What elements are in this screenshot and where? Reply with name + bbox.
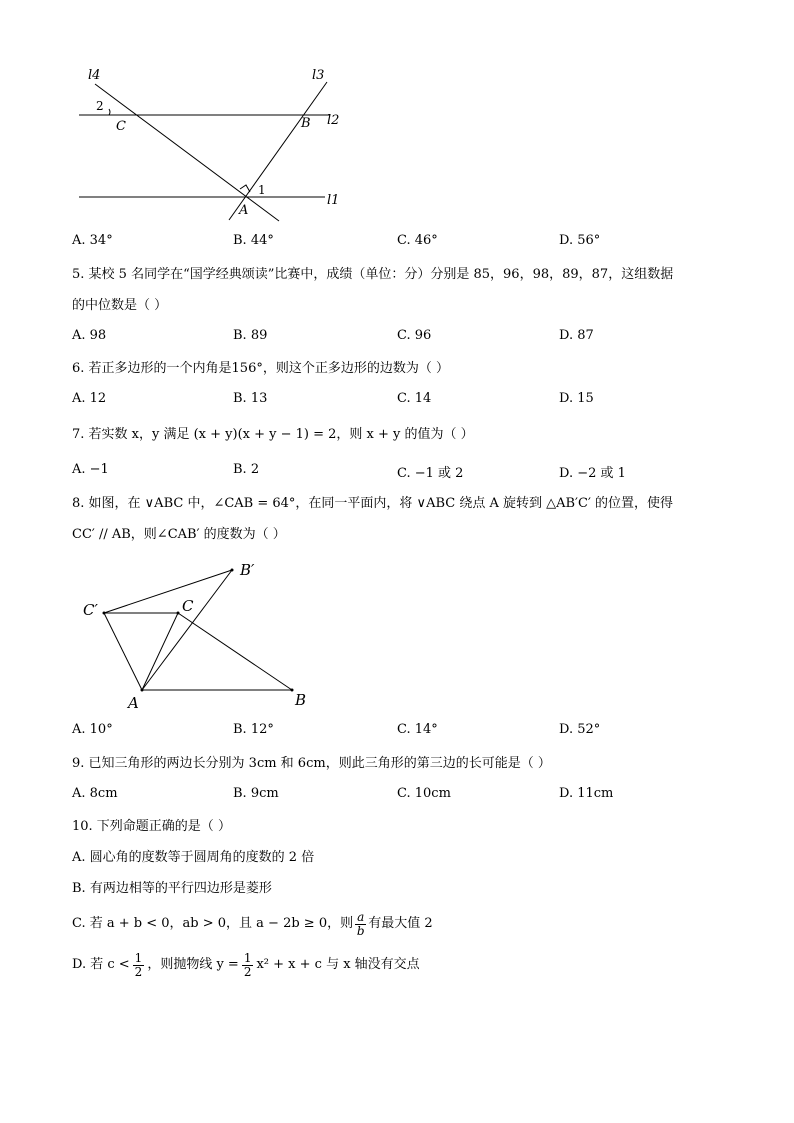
q7-option-b[interactable]: B. 2: [233, 462, 260, 477]
q10-d-frac2-den: 2: [243, 964, 252, 979]
q5-stem-line2: 的中位数是（ ）: [72, 298, 168, 313]
q10-option-a[interactable]: A. 圆心角的度数等于圆周角的度数的 2 倍: [72, 850, 315, 865]
q8-stem-line2: CC′ // AB，则∠CAB′ 的度数为（ ）: [72, 527, 286, 542]
label-B: B: [301, 116, 311, 131]
q6-option-b[interactable]: B. 13: [233, 391, 268, 406]
q10-d-fraction-2: [242, 952, 254, 979]
q4-option-d[interactable]: D. 56°: [559, 233, 601, 248]
segment-CB: [178, 613, 292, 690]
q6-options: [72, 391, 732, 409]
q10-option-c[interactable]: [72, 904, 433, 944]
q10-d-frac1-num: 1: [134, 950, 143, 965]
label-Cp: C′: [83, 601, 98, 619]
q4-option-b[interactable]: B. 44°: [233, 233, 274, 248]
q7-option-a[interactable]: A. −1: [72, 462, 109, 477]
q9-option-c[interactable]: C. 10cm: [397, 786, 451, 801]
segment-ABp: [142, 570, 232, 690]
q9-option-d[interactable]: D. 11cm: [559, 786, 614, 801]
line-l4: [95, 84, 279, 221]
q10-stem: 10. 下列命题正确的是（ ）: [72, 819, 231, 834]
q9-stem: 9. 已知三角形的两边长分别为 3cm 和 6cm，则此三角形的第三边的长可能是（ ）: [72, 756, 551, 771]
q8-option-a[interactable]: A. 10°: [72, 722, 113, 737]
q8-option-d[interactable]: D. 52°: [559, 722, 601, 737]
label-angle-2: 2: [96, 99, 104, 113]
q10-d-mid: ，则抛物线 y =: [147, 957, 239, 972]
point-Cp: [103, 612, 106, 615]
q10-option-d[interactable]: [72, 945, 420, 985]
q8-stem-line1: 8. 如图，在 ∨ABC 中，∠CAB = 64°，在同一平面内，将 ∨ABC 绕点 A 旋转到 △AB′C′ 的位置，使得: [72, 496, 674, 511]
q6-option-d[interactable]: D. 15: [559, 391, 594, 406]
label-l1: l1: [327, 193, 340, 208]
label-l2: l2: [327, 113, 340, 128]
q5-options: [72, 328, 732, 346]
point-A: [141, 689, 144, 692]
point-B: [291, 689, 294, 692]
label-l3: l3: [312, 68, 325, 83]
q10-c-suffix: 有最大值 2: [368, 916, 433, 931]
q10-c-fraction: [355, 911, 366, 938]
q6-option-a[interactable]: A. 12: [72, 391, 107, 406]
point-C: [177, 612, 180, 615]
figure-parallel-lines: [60, 62, 360, 232]
q10-d-fraction-1: [133, 952, 145, 979]
label-angle-1: 1: [258, 183, 266, 197]
segment-AC: [142, 613, 178, 690]
label-C: C: [182, 597, 194, 615]
q9-options: [72, 786, 732, 804]
angle-2-arc: [109, 109, 110, 115]
q10-c-prefix: C. 若 a + b < 0，ab > 0，且 a − 2b ≥ 0，则: [72, 916, 354, 931]
q9-option-a[interactable]: A. 8cm: [72, 786, 118, 801]
q10-d-suffix: x² + x + c 与 x 轴没有交点: [256, 957, 420, 972]
q8-options: [72, 722, 732, 740]
q7-option-d[interactable]: D. −2 或 1: [559, 466, 626, 481]
q10-c-frac-num: a: [357, 909, 365, 924]
q8-option-b[interactable]: B. 12°: [233, 722, 274, 737]
q10-d-frac1-den: 2: [134, 964, 143, 979]
q4-option-c[interactable]: C. 46°: [397, 233, 438, 248]
label-l4: l4: [88, 68, 101, 83]
q5-option-a[interactable]: A. 98: [72, 328, 107, 343]
q10-d-frac2-num: 1: [243, 950, 252, 965]
label-A: A: [239, 203, 249, 218]
q5-stem-line1: 5. 某校 5 名同学在“国学经典颂读”比赛中，成绩（单位：分）分别是 85，96，98，89，87，这组数据: [72, 267, 674, 282]
point-Bp: [231, 569, 234, 572]
q7-options: [72, 462, 732, 480]
q4-options: [72, 233, 732, 251]
q10-d-prefix: D. 若 c <: [72, 957, 130, 972]
q7-option-c[interactable]: C. −1 或 2: [397, 466, 464, 481]
label-A: A: [128, 694, 139, 712]
q5-option-c[interactable]: C. 96: [397, 328, 432, 343]
label-C: C: [116, 119, 126, 134]
figure-rotation: [70, 555, 340, 715]
right-angle-mark: [240, 185, 250, 192]
q8-option-c[interactable]: C. 14°: [397, 722, 438, 737]
line-l3: [229, 82, 327, 220]
q7-stem: 7. 若实数 x，y 满足 (x + y)(x + y − 1) = 2，则 x + y 的值为（ ）: [72, 427, 474, 442]
q5-option-d[interactable]: D. 87: [559, 328, 594, 343]
segment-CpBp: [104, 570, 232, 613]
q4-option-a[interactable]: A. 34°: [72, 233, 113, 248]
q10-option-b[interactable]: B. 有两边相等的平行四边形是菱形: [72, 881, 272, 896]
q5-option-b[interactable]: B. 89: [233, 328, 268, 343]
segment-ACp: [104, 613, 142, 690]
q9-option-b[interactable]: B. 9cm: [233, 786, 279, 801]
q10-c-frac-den: b: [356, 923, 365, 938]
label-B: B: [295, 691, 307, 709]
q6-stem: 6. 若正多边形的一个内角是156°，则这个正多边形的边数为（ ）: [72, 361, 449, 376]
q6-option-c[interactable]: C. 14: [397, 391, 432, 406]
label-Bp: B′: [240, 561, 255, 579]
